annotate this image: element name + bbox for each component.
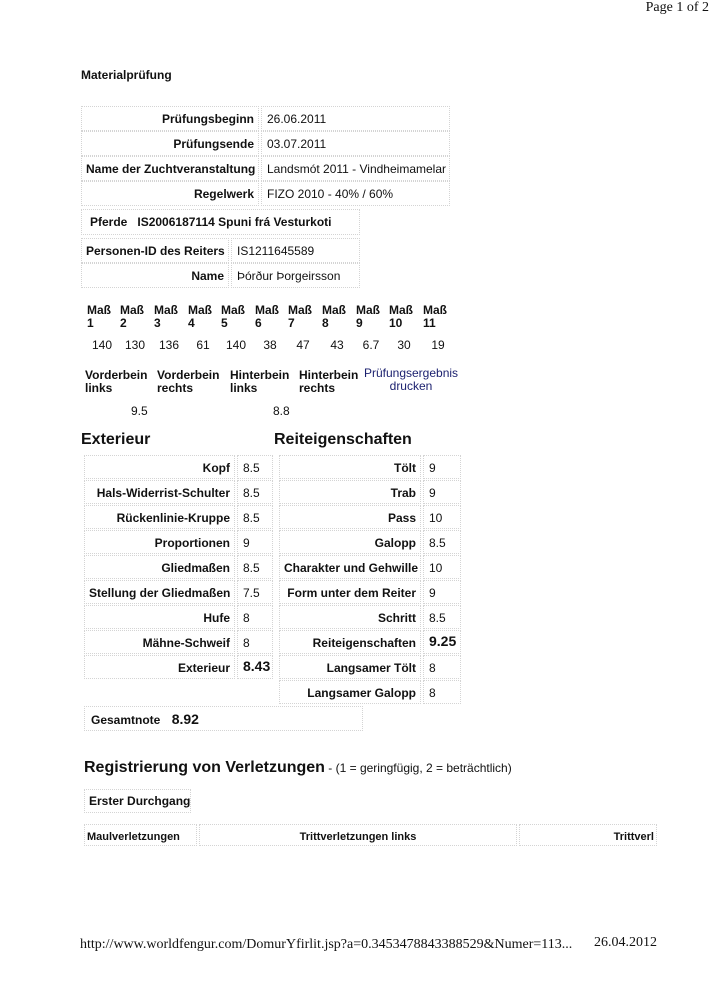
measure-value: 19 (431, 338, 445, 352)
reit-row-value: 8.5 (423, 605, 461, 629)
front-hoof-value: 9.5 (131, 404, 148, 418)
exam-end-value: 03.07.2011 (261, 131, 450, 156)
reit-row-label: Schritt (279, 605, 421, 629)
exterieur-row-value: 8.5 (237, 480, 273, 504)
reit-total-label: Reiteigenschaften (279, 630, 421, 654)
measure-header: Maß 9 (356, 303, 380, 330)
exterieur-row-value: 8 (237, 605, 273, 629)
exterieur-row-label: Kopf (84, 455, 235, 479)
measure-header: Maß 2 (120, 303, 144, 330)
step-injuries-right-header: Trittverl (519, 824, 657, 846)
exam-start-value: 26.06.2011 (261, 106, 450, 131)
reit-row-value: 9 (423, 455, 461, 479)
measure-value: 43 (330, 338, 344, 352)
rider-name-value: Þórður Þorgeirsson (231, 263, 360, 288)
reit-row-label: Pass (279, 505, 421, 529)
reit-row-value: 8 (423, 655, 461, 679)
exterieur-row-value: 9 (237, 530, 273, 554)
exterieur-row-label: Hals-Widerrist-Schulter (84, 480, 235, 504)
exterieur-row-value: 8 (237, 630, 273, 654)
exterieur-row-label: Proportionen (84, 530, 235, 554)
measure-value: 38 (263, 338, 277, 352)
front-left-label: Vorderbein links (85, 368, 148, 395)
measure-header: Maß 1 (87, 303, 111, 330)
measure-header: Maß 8 (322, 303, 346, 330)
exterieur-row-value: 8.5 (237, 455, 273, 479)
reit-row-label: Langsamer Tölt (279, 655, 421, 679)
exterieur-row-label: Mähne-Schweif (84, 630, 235, 654)
horse-value: IS2006187114 Spuni frá Vesturkoti (137, 215, 332, 229)
total-grade-row (84, 706, 363, 731)
reit-row-label: Galopp (279, 530, 421, 554)
reit-row-label: Langsamer Galopp (279, 680, 421, 704)
measure-value: 6.7 (362, 338, 380, 352)
measure-value: 140 (225, 338, 247, 352)
print-results-link[interactable]: Prüfungsergebnis drucken (363, 366, 459, 393)
hind-right-label: Hinterbein rechts (299, 368, 359, 395)
first-pass-label: Erster Durchgang (84, 789, 191, 813)
front-right-label: Vorderbein rechts (157, 368, 220, 395)
measure-header: Maß 6 (255, 303, 279, 330)
measure-value: 47 (296, 338, 310, 352)
step-injuries-left-header: Trittverletzungen links (199, 824, 517, 846)
measure-value: 30 (397, 338, 411, 352)
total-grade-value: 8.92 (171, 711, 199, 727)
injuries-scale-note: - (1 = geringfügig, 2 = beträchtlich) (324, 761, 512, 775)
event-name-label: Name der Zuchtveranstaltung (81, 156, 259, 181)
measure-header: Maß 3 (154, 303, 178, 330)
exterieur-heading: Exterieur (81, 431, 151, 448)
injuries-heading-row (84, 759, 512, 777)
reit-total-value: 9.25 (423, 630, 461, 654)
measure-header: Maß 5 (221, 303, 245, 330)
measure-value: 136 (158, 338, 180, 352)
measure-header: Maß 10 (389, 303, 413, 330)
measure-value: 130 (124, 338, 146, 352)
exam-start-label: Prüfungsbeginn (81, 106, 259, 131)
exterieur-row-label: Gliedmaßen (84, 555, 235, 579)
measure-value: 140 (91, 338, 113, 352)
hind-left-label: Hinterbein links (230, 368, 290, 395)
mouth-injuries-header: Maulverletzungen (84, 824, 197, 846)
reit-row-value: 8 (423, 680, 461, 704)
reit-row-value: 9 (423, 580, 461, 604)
exterieur-row-value: 8.5 (237, 555, 273, 579)
exterieur-row-value: 8.5 (237, 505, 273, 529)
horse-row (81, 209, 360, 235)
reit-heading: Reiteigenschaften (274, 431, 412, 448)
measure-value: 61 (196, 338, 210, 352)
measure-header: Maß 11 (423, 303, 447, 330)
footer-date: 26.04.2012 (594, 935, 657, 950)
reit-row-label: Charakter und Gehwille (279, 555, 421, 579)
ruleset-value: FIZO 2010 - 40% / 60% (261, 181, 450, 206)
page-title: Materialprüfung (81, 68, 172, 82)
reit-row-label: Form unter dem Reiter (279, 580, 421, 604)
exterieur-row-label: Stellung der Gliedmaßen (84, 580, 235, 604)
reit-row-value: 10 (423, 505, 461, 529)
exterieur-total-label: Exterieur (84, 655, 235, 679)
reit-row-value: 8.5 (423, 530, 461, 554)
rider-id-value: IS1211645589 (231, 238, 360, 263)
page-number: Page 1 of 2 (645, 0, 709, 15)
footer-url: http://www.worldfengur.com/DomurYfirlit.jsp?a=0.3453478843388529&Numer=113... (80, 937, 573, 952)
total-grade-label: Gesamtnote (91, 713, 161, 727)
exterieur-row-value: 7.5 (237, 580, 273, 604)
reit-row-value: 9 (423, 480, 461, 504)
injuries-heading: Registrierung von Verletzungen (84, 759, 325, 776)
ruleset-label: Regelwerk (81, 181, 259, 206)
hind-hoof-value: 8.8 (273, 404, 290, 418)
exam-end-label: Prüfungsende (81, 131, 259, 156)
rider-id-label: Personen-ID des Reiters (81, 238, 229, 263)
horse-label: Pferde (90, 215, 128, 229)
rider-name-label: Name (81, 263, 229, 288)
exterieur-row-label: Rückenlinie-Kruppe (84, 505, 235, 529)
event-name-value: Landsmót 2011 - Vindheimamelar (261, 156, 450, 181)
reit-row-value: 10 (423, 555, 461, 579)
exterieur-row-label: Hufe (84, 605, 235, 629)
measure-header: Maß 7 (288, 303, 312, 330)
measure-header: Maß 4 (188, 303, 212, 330)
exterieur-total-value: 8.43 (237, 655, 273, 679)
reit-row-label: Tölt (279, 455, 421, 479)
reit-row-label: Trab (279, 480, 421, 504)
